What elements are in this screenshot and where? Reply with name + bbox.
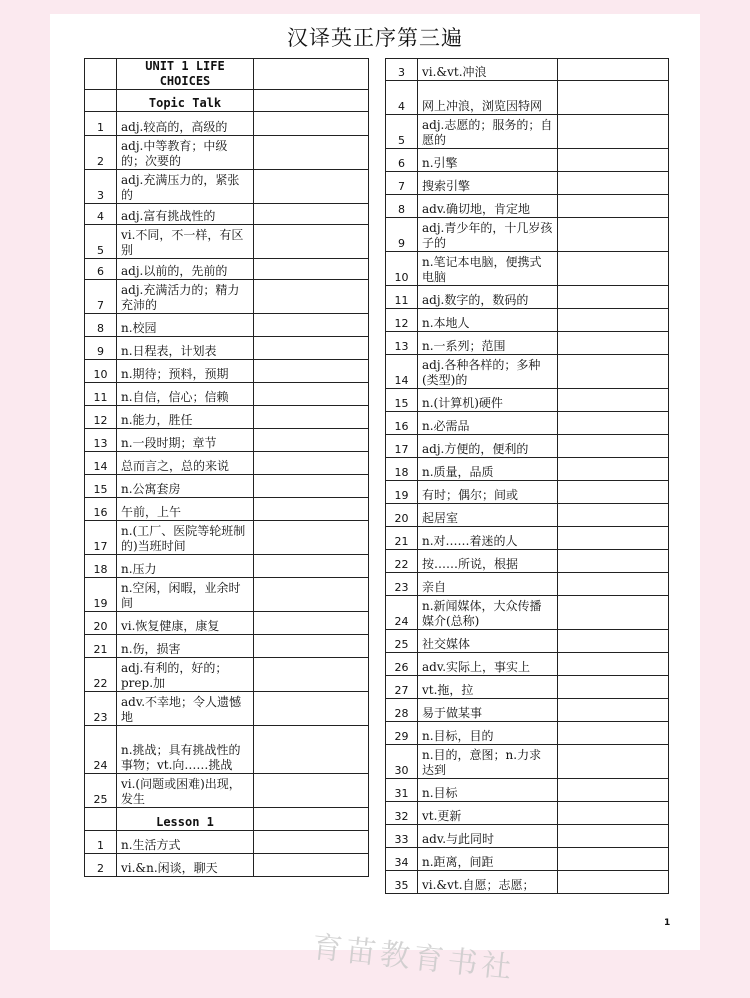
vocab-row	[386, 699, 669, 722]
chinese-meaning: n.校园	[117, 314, 254, 337]
vocab-row	[386, 825, 669, 848]
row-number: 15	[85, 475, 117, 498]
row-number: 14	[386, 355, 418, 389]
chinese-meaning: n.公寓套房	[117, 475, 254, 498]
row-number: 13	[386, 332, 418, 355]
header-blank-cell	[85, 808, 117, 831]
vocab-row	[386, 59, 669, 81]
vocab-row	[386, 309, 669, 332]
chinese-meaning: n.挑战；具有挑战性的事物；vt.向……挑战	[117, 726, 254, 774]
header-blank-cell	[254, 808, 369, 831]
chinese-meaning: adv.确切地，肯定地	[418, 195, 558, 218]
chinese-meaning: vi.恢复健康，康复	[117, 612, 254, 635]
row-number: 4	[386, 81, 418, 115]
vocab-row	[85, 578, 369, 612]
chinese-meaning: n.目标，目的	[418, 722, 558, 745]
row-number: 31	[386, 779, 418, 802]
vocab-table-left	[84, 58, 369, 877]
vocab-row	[85, 136, 369, 170]
vocab-row	[85, 854, 369, 877]
answer-blank[interactable]	[558, 527, 669, 550]
answer-blank[interactable]	[558, 332, 669, 355]
vocab-row	[85, 314, 369, 337]
answer-blank[interactable]	[558, 355, 669, 389]
vocab-row	[386, 389, 669, 412]
chinese-meaning: n.引擎	[418, 149, 558, 172]
vocab-row	[85, 475, 369, 498]
chinese-meaning: adj.以前的，先前的	[117, 259, 254, 280]
answer-blank[interactable]	[558, 115, 669, 149]
vocab-row	[85, 429, 369, 452]
row-number: 4	[85, 204, 117, 225]
header-blank-cell	[254, 90, 369, 112]
vocab-row	[386, 504, 669, 527]
answer-blank[interactable]	[558, 550, 669, 573]
chinese-meaning: vt.更新	[418, 802, 558, 825]
vocab-row	[85, 383, 369, 406]
vocab-row	[386, 722, 669, 745]
answer-blank[interactable]	[558, 722, 669, 745]
answer-blank[interactable]	[558, 504, 669, 527]
answer-blank[interactable]	[558, 286, 669, 309]
section-header: Lesson 1	[117, 808, 254, 831]
vocab-row	[386, 435, 669, 458]
answer-blank[interactable]	[558, 745, 669, 779]
row-number: 26	[386, 653, 418, 676]
vocab-row	[386, 172, 669, 195]
section-header-row	[85, 90, 369, 112]
answer-blank[interactable]	[254, 555, 369, 578]
chinese-meaning: adj.充满活力的；精力充沛的	[117, 280, 254, 314]
row-number: 22	[85, 658, 117, 692]
chinese-meaning: n.能力，胜任	[117, 406, 254, 429]
row-number: 11	[85, 383, 117, 406]
row-number: 18	[386, 458, 418, 481]
row-number: 2	[85, 136, 117, 170]
row-number: 5	[85, 225, 117, 259]
chinese-meaning: vi.(问题或困难)出现，发生	[117, 774, 254, 808]
row-number: 27	[386, 676, 418, 699]
answer-blank[interactable]	[558, 195, 669, 218]
answer-blank[interactable]	[558, 218, 669, 252]
vocab-row	[85, 112, 369, 136]
row-number: 19	[85, 578, 117, 612]
row-number: 30	[386, 745, 418, 779]
row-number: 35	[386, 871, 418, 894]
vocab-row	[85, 555, 369, 578]
answer-blank[interactable]	[558, 435, 669, 458]
row-number: 10	[386, 252, 418, 286]
row-number: 7	[386, 172, 418, 195]
row-number: 19	[386, 481, 418, 504]
chinese-meaning: n.期待；预料，预期	[117, 360, 254, 383]
chinese-meaning: 午前，上午	[117, 498, 254, 521]
page-number: 1	[664, 918, 671, 928]
answer-blank[interactable]	[254, 854, 369, 877]
chinese-meaning: vi.&vt.自愿；志愿；	[418, 871, 558, 894]
header-blank-cell	[85, 90, 117, 112]
vocab-row	[386, 653, 669, 676]
row-number: 12	[85, 406, 117, 429]
vocab-row	[85, 337, 369, 360]
vocab-row	[386, 745, 669, 779]
vocab-row	[85, 774, 369, 808]
chinese-meaning: 有时；偶尔；间或	[418, 481, 558, 504]
row-number: 17	[386, 435, 418, 458]
vocab-row	[386, 676, 669, 699]
vocab-row	[386, 252, 669, 286]
vocab-row	[386, 412, 669, 435]
answer-blank[interactable]	[558, 252, 669, 286]
vocab-row	[386, 115, 669, 149]
vocab-row	[85, 204, 369, 225]
row-number: 23	[85, 692, 117, 726]
chinese-meaning: n.本地人	[418, 309, 558, 332]
answer-blank[interactable]	[254, 314, 369, 337]
answer-blank[interactable]	[558, 573, 669, 596]
chinese-meaning: adj.有利的，好的；prep.加	[117, 658, 254, 692]
answer-blank[interactable]	[254, 170, 369, 204]
vocab-row	[386, 550, 669, 573]
row-number: 2	[85, 854, 117, 877]
answer-blank[interactable]	[558, 848, 669, 871]
answer-blank[interactable]	[254, 726, 369, 774]
row-number: 25	[85, 774, 117, 808]
vocab-row	[386, 630, 669, 653]
row-number: 1	[85, 112, 117, 136]
chinese-meaning: adj.志愿的；服务的；自愿的	[418, 115, 558, 149]
answer-blank[interactable]	[254, 578, 369, 612]
answer-blank[interactable]	[254, 204, 369, 225]
row-number: 28	[386, 699, 418, 722]
chinese-meaning: n.生活方式	[117, 831, 254, 854]
chinese-meaning: adj.各种各样的；多种(类型)的	[418, 355, 558, 389]
answer-blank[interactable]	[254, 831, 369, 854]
vocab-row	[386, 802, 669, 825]
answer-blank[interactable]	[558, 802, 669, 825]
chinese-meaning: n.距离，间距	[418, 848, 558, 871]
answer-blank[interactable]	[558, 825, 669, 848]
chinese-meaning: n.新闻媒体，大众传播媒介(总称)	[418, 596, 558, 630]
answer-blank[interactable]	[254, 658, 369, 692]
row-number: 13	[85, 429, 117, 452]
vocab-row	[85, 280, 369, 314]
chinese-meaning: vi.&vt.冲浪	[418, 59, 558, 81]
vocab-table-right	[385, 58, 669, 894]
answer-blank[interactable]	[254, 360, 369, 383]
chinese-meaning: adv.与此同时	[418, 825, 558, 848]
vocab-row	[386, 458, 669, 481]
answer-blank[interactable]	[254, 774, 369, 808]
answer-blank[interactable]	[558, 59, 669, 81]
chinese-meaning: n.伤，损害	[117, 635, 254, 658]
answer-blank[interactable]	[254, 452, 369, 475]
row-number: 16	[386, 412, 418, 435]
chinese-meaning: vi.不同，不一样，有区别	[117, 225, 254, 259]
chinese-meaning: adj.较高的，高级的	[117, 112, 254, 136]
row-number: 24	[386, 596, 418, 630]
chinese-meaning: n.压力	[117, 555, 254, 578]
answer-blank[interactable]	[254, 406, 369, 429]
answer-blank[interactable]	[558, 676, 669, 699]
row-number: 9	[386, 218, 418, 252]
vocab-row	[85, 692, 369, 726]
row-number: 16	[85, 498, 117, 521]
row-number: 11	[386, 286, 418, 309]
answer-blank[interactable]	[254, 383, 369, 406]
row-number: 6	[85, 259, 117, 280]
answer-blank[interactable]	[254, 259, 369, 280]
row-number: 14	[85, 452, 117, 475]
vocab-row	[386, 527, 669, 550]
chinese-meaning: 按……所说，根据	[418, 550, 558, 573]
answer-blank[interactable]	[558, 779, 669, 802]
answer-blank[interactable]	[254, 498, 369, 521]
chinese-meaning: adv.实际上，事实上	[418, 653, 558, 676]
row-number: 5	[386, 115, 418, 149]
row-number: 32	[386, 802, 418, 825]
chinese-meaning: 总而言之，总的来说	[117, 452, 254, 475]
chinese-meaning: n.对……着迷的人	[418, 527, 558, 550]
section-header-row	[85, 808, 369, 831]
row-number: 25	[386, 630, 418, 653]
answer-blank[interactable]	[558, 309, 669, 332]
chinese-meaning: vi.&n.闲谈，聊天	[117, 854, 254, 877]
answer-blank[interactable]	[558, 149, 669, 172]
vocab-row	[386, 573, 669, 596]
row-number: 10	[85, 360, 117, 383]
vocab-row	[85, 726, 369, 774]
answer-blank[interactable]	[558, 389, 669, 412]
row-number: 3	[386, 59, 418, 81]
vocab-row	[85, 612, 369, 635]
vocab-row	[386, 481, 669, 504]
vocab-row	[85, 360, 369, 383]
row-number: 9	[85, 337, 117, 360]
worksheet-page	[50, 14, 700, 950]
row-number: 8	[386, 195, 418, 218]
header-blank-cell	[85, 59, 117, 90]
chinese-meaning: adj.富有挑战性的	[117, 204, 254, 225]
chinese-meaning: n.笔记本电脑，便携式电脑	[418, 252, 558, 286]
chinese-meaning: 易于做某事	[418, 699, 558, 722]
section-header: Topic Talk	[117, 90, 254, 112]
chinese-meaning: adj.中等教育；中级的；次要的	[117, 136, 254, 170]
vocab-row	[386, 332, 669, 355]
vocab-row	[386, 779, 669, 802]
chinese-meaning: n.目标	[418, 779, 558, 802]
answer-blank[interactable]	[558, 653, 669, 676]
vocab-row	[85, 658, 369, 692]
answer-blank[interactable]	[254, 429, 369, 452]
vocab-row	[85, 170, 369, 204]
row-number: 6	[386, 149, 418, 172]
watermark-text: 育苗教育书社	[310, 929, 518, 987]
chinese-meaning: adj.青少年的，十几岁孩子的	[418, 218, 558, 252]
vocab-row	[386, 149, 669, 172]
chinese-meaning: adj.数字的，数码的	[418, 286, 558, 309]
row-number: 3	[85, 170, 117, 204]
chinese-meaning: n.一系列；范围	[418, 332, 558, 355]
row-number: 33	[386, 825, 418, 848]
row-number: 20	[386, 504, 418, 527]
row-number: 22	[386, 550, 418, 573]
chinese-meaning: n.(工厂、医院等轮班制的)当班时间	[117, 521, 254, 555]
chinese-meaning: n.自信，信心；信赖	[117, 383, 254, 406]
vocab-row	[386, 218, 669, 252]
row-number: 24	[85, 726, 117, 774]
section-header-row	[85, 59, 369, 90]
chinese-meaning: adj.方便的，便利的	[418, 435, 558, 458]
answer-blank[interactable]	[558, 81, 669, 115]
chinese-meaning: 网上冲浪，浏览因特网	[418, 81, 558, 115]
answer-blank[interactable]	[254, 112, 369, 136]
chinese-meaning: 起居室	[418, 504, 558, 527]
row-number: 29	[386, 722, 418, 745]
vocab-row	[386, 596, 669, 630]
chinese-meaning: vt.拖，拉	[418, 676, 558, 699]
vocab-row	[85, 259, 369, 280]
answer-blank[interactable]	[558, 172, 669, 195]
answer-blank[interactable]	[558, 871, 669, 894]
vocab-row	[85, 452, 369, 475]
answer-blank[interactable]	[254, 136, 369, 170]
answer-blank[interactable]	[254, 521, 369, 555]
vocab-row	[85, 225, 369, 259]
chinese-meaning: n.一段时期；章节	[117, 429, 254, 452]
vocab-row	[386, 848, 669, 871]
row-number: 34	[386, 848, 418, 871]
answer-blank[interactable]	[558, 630, 669, 653]
row-number: 20	[85, 612, 117, 635]
answer-blank[interactable]	[254, 635, 369, 658]
row-number: 21	[85, 635, 117, 658]
answer-blank[interactable]	[558, 458, 669, 481]
vocab-row	[386, 286, 669, 309]
answer-blank[interactable]	[558, 412, 669, 435]
chinese-meaning: n.空闲，闲暇，业余时间	[117, 578, 254, 612]
vocab-row	[85, 406, 369, 429]
section-header: UNIT 1 LIFE CHOICES	[117, 59, 254, 90]
row-number: 15	[386, 389, 418, 412]
row-number: 8	[85, 314, 117, 337]
header-blank-cell	[254, 59, 369, 90]
chinese-meaning: n.质量，品质	[418, 458, 558, 481]
row-number: 23	[386, 573, 418, 596]
vocab-row	[386, 355, 669, 389]
answer-blank[interactable]	[254, 612, 369, 635]
chinese-meaning: n.必需品	[418, 412, 558, 435]
chinese-meaning: 亲自	[418, 573, 558, 596]
answer-blank[interactable]	[558, 481, 669, 504]
answer-blank[interactable]	[254, 337, 369, 360]
answer-blank[interactable]	[558, 699, 669, 722]
vocab-row	[386, 81, 669, 115]
chinese-meaning: n.目的，意图；n.力求达到	[418, 745, 558, 779]
answer-blank[interactable]	[254, 692, 369, 726]
vocab-row	[85, 498, 369, 521]
vocab-row	[85, 521, 369, 555]
chinese-meaning: n.日程表，计划表	[117, 337, 254, 360]
answer-blank[interactable]	[254, 225, 369, 259]
answer-blank[interactable]	[558, 596, 669, 630]
vocab-row	[85, 831, 369, 854]
chinese-meaning: 社交媒体	[418, 630, 558, 653]
chinese-meaning: 搜索引擎	[418, 172, 558, 195]
vocab-row	[386, 871, 669, 894]
row-number: 18	[85, 555, 117, 578]
answer-blank[interactable]	[254, 280, 369, 314]
row-number: 21	[386, 527, 418, 550]
row-number: 1	[85, 831, 117, 854]
row-number: 7	[85, 280, 117, 314]
chinese-meaning: adj.充满压力的，紧张的	[117, 170, 254, 204]
chinese-meaning: adv.不幸地；令人遗憾地	[117, 692, 254, 726]
vocab-row	[85, 635, 369, 658]
answer-blank[interactable]	[254, 475, 369, 498]
vocab-row	[386, 195, 669, 218]
row-number: 17	[85, 521, 117, 555]
page-title: 汉译英正序第三遍	[287, 26, 463, 50]
row-number: 12	[386, 309, 418, 332]
chinese-meaning: n.(计算机)硬件	[418, 389, 558, 412]
